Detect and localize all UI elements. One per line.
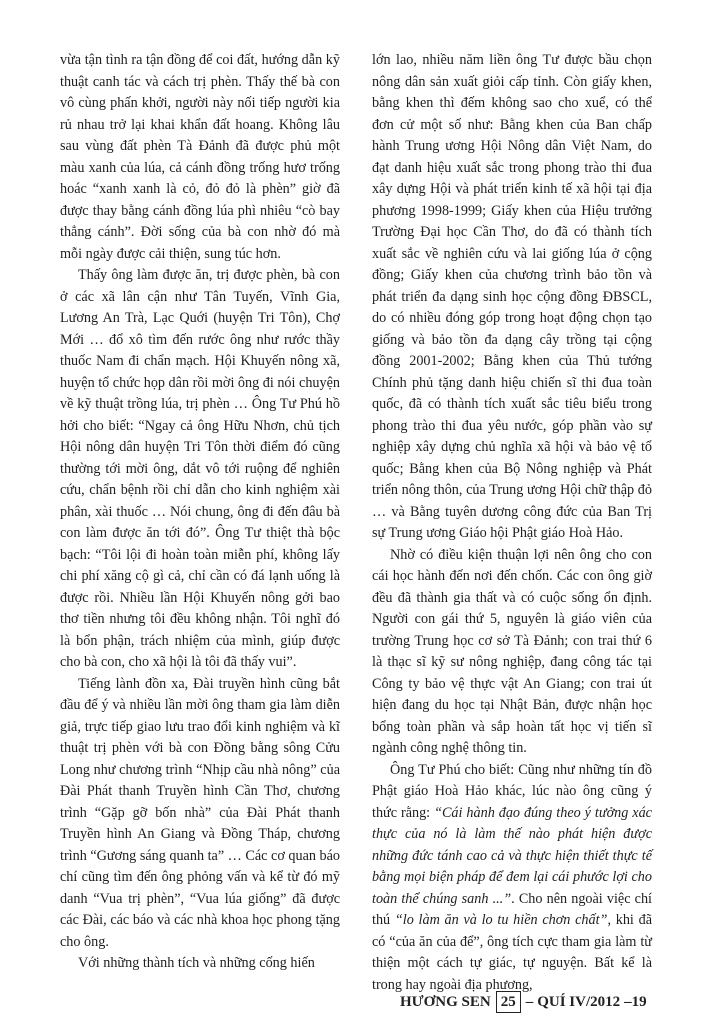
- right-column: [372, 50, 652, 996]
- left-paragraph-4: Với những thành tích và những cống hiến: [78, 955, 315, 971]
- paragraph-3-intro: Ông Tư Phú cho biết: Cũng như những tín đồ Phật giáo Hoà Hảo khác, lúc nào ông cũng ý thức rằng:: [372, 761, 652, 821]
- magazine-name: HƯƠNG SEN: [400, 993, 491, 1010]
- left-column: [60, 50, 340, 975]
- left-paragraph-3: Tiếng lành đồn xa, Đài truyền hình cũng bắt đầu để ý và nhiều lần mời ông tham gia làm diễn giả, trực tiếp giao lưu trao đổi kinh nghiệm và kĩ thuật trị phèn với bà con Đồng bằng sông Cửu Long như chương trình “Nhịp cầu nhà nông” của Đài Phát thanh Truyền hình Cần Thơ, chương trình “Gặp gỡ bốn nhà” của Đài Phát thanh Truyền hình An Giang và Đồng Tháp, chương trình “Gương sáng quanh ta” … Các cơ quan báo chí cũng tìm đến ông phỏng vấn và kể từ đó mỹ danh “Vua trị phèn”, “Vua lúa giống” đã được các Đài, các báo và các nhà khoa học phong tặng cho ông.: [60, 675, 340, 950]
- issue-quarter: QUÍ IV/2012: [537, 993, 621, 1010]
- italic-quote-2: “lo làm ăn và lo tu hiền chơn chất”: [394, 912, 608, 928]
- paragraph-3-middle: . Cho nên ngoài việc chí thú: [372, 890, 652, 928]
- right-paragraph-2: Nhờ có điều kiện thuận lợi nên ông cho con cái học hành đến nơi đến chốn. Các con ông giờ đều đã thành gia thất và có cuộc sống ổn định. Người con gái thứ 5, nguyên là giáo viên của trường Trung học cơ sở Tà Đảnh; con trai thứ 6 là thạc sĩ kỹ sư nông nghiệp, đang công tác tại Công ty bảo vệ thực vật An Giang; con trai út hiện đang du học tại Nhật Bản, được nhận học bổng toàn phần và sắp hoàn tất học vị tiến sĩ ngành công nghệ thông tin.: [372, 546, 652, 756]
- left-paragraph-2: Thấy ông làm được ăn, trị được phèn, bà con ở các xã lân cận như Tân Tuyến, Vĩnh Gia, Lương An Trà, Lạc Quới (huyện Tri Tôn), Chợ Mới … đổ xô tìm đến rước ông như rước thầy thuốc Nam đi chẩn mạch. Hội Khuyến nông xã, huyện tổ chức họp dân rồi mời ông đi nói chuyện về kỹ thuật trồng lúa, trị phèn … Ông Tư Phú hồ hởi cho biết: “Ngay cả ông Hữu Nhơn, chủ tịch Hội nông dân huyện Tri Tôn thời điểm đó cũng thường tới mời ông, dắt vô tới ruộng để nghiên cứu, chẩn bệnh rồi chỉ dẫn cho kinh nghiệm xài phân, xài thuốc … Nói chung, ông đi đến đâu bà con làm được ăn tới đó”. Ông Tư thiệt thà bộc bạch: “Tôi lội đi hoàn toàn miễn phí, không lấy chi phí xăng cộ gì cả, chỉ cần có đá lạnh uống là được rồi. Nhiều lần Hội Khuyến nông gởi bao thơ tiền nhưng tôi đều không nhận. Tôi nghĩ đó là bổn phận, trách nhiệm của mình, giúp được cho bà con, cho xã hội là tôi đã thấy vui”.: [60, 267, 340, 670]
- paragraph-3-end: , khi đã có “của ăn của để”, ông tích cực tham gia làm từ thiện một cách tự giác, tự nguyện. Bất kể là trong hay ngoài địa phương,: [372, 912, 652, 993]
- page-number: –19: [624, 993, 647, 1010]
- issue-number-box: 25: [496, 991, 521, 1013]
- left-paragraph-1: vừa tận tình ra tận đồng để coi đất, hướng dẫn kỹ thuật canh tác và cách trị phèn. Thấy thế bà con vô cùng phấn khởi, người này nối tiếp người kia rủ nhau trở lại khai khẩn đất hoang. Không lâu sau vùng đất phèn Tà Đảnh đã được phủ một màu xanh của lúa, cả cánh đồng trống hươ trống hoác “xanh xanh là cỏ, đỏ đỏ là phèn” giờ đã được thay bằng cánh đồng lúa phì nhiêu “cò bay thẳng cánh”. Đời sống của bà con nhờ đó mà mỗi ngày được cải thiện, sung túc hơn.: [60, 52, 340, 262]
- right-paragraph-3: [372, 760, 652, 997]
- page-footer: [400, 990, 647, 1014]
- right-paragraph-1: lớn lao, nhiều năm liền ông Tư được bầu chọn nông dân sản xuất giỏi cấp tỉnh. Còn giấy khen, bằng khen thì đếm không sao cho xuể, có thể đơn cử một số như: Bằng khen của Ban chấp hành Trung ương Hội Nông dân Việt Nam, do đạt danh hiệu xuất sắc trong phong trào thi đua xây dựng Hội và phát triển kinh tế xã hội tại địa phương 1998-1999; Giấy khen của Hiệu trưởng Trường Đại học Cần Thơ, do đã có thành tích xuất sắc về nghiên cứu và lai giống lúa ở cộng đồng; Giấy khen của chương trình bảo tồn và phát triển đa dạng sinh học cộng đồng ĐBSCL, do có nhiều đóng góp trong hoạt động chọn tạo giống và bảo tồn đa dạng cây trồng tại cộng đồng 2001-2002; Bằng khen của Thủ tướng Chính phủ tặng danh hiệu chiến sĩ thi đua toàn quốc, đã có thành tích xuất sắc tiêu biểu trong phong trào thi đua yêu nước, góp phần vào sự nghiệp xây dựng chủ nghĩa xã hội và bảo vệ tổ quốc; Bằng khen của Bộ Nông nghiệp và Phát triển nông thôn, của Trung ương Hội chữ thập đỏ … và Bằng tuyên dương công đức của Ban Trị sự Trung ương Giáo hội Phật giáo Hoà Hảo.: [372, 52, 652, 541]
- footer-dash: –: [525, 993, 534, 1010]
- italic-quote: “Cái hành đạo đúng theo ý tưởng xác thực của nó là làm thế nào phát hiện được những đức tánh cao cả và thực hiện thiết thực tế bằng mọi biện pháp để đem lại cái phước lợi cho toàn thể chúng sanh ...”: [372, 804, 652, 907]
